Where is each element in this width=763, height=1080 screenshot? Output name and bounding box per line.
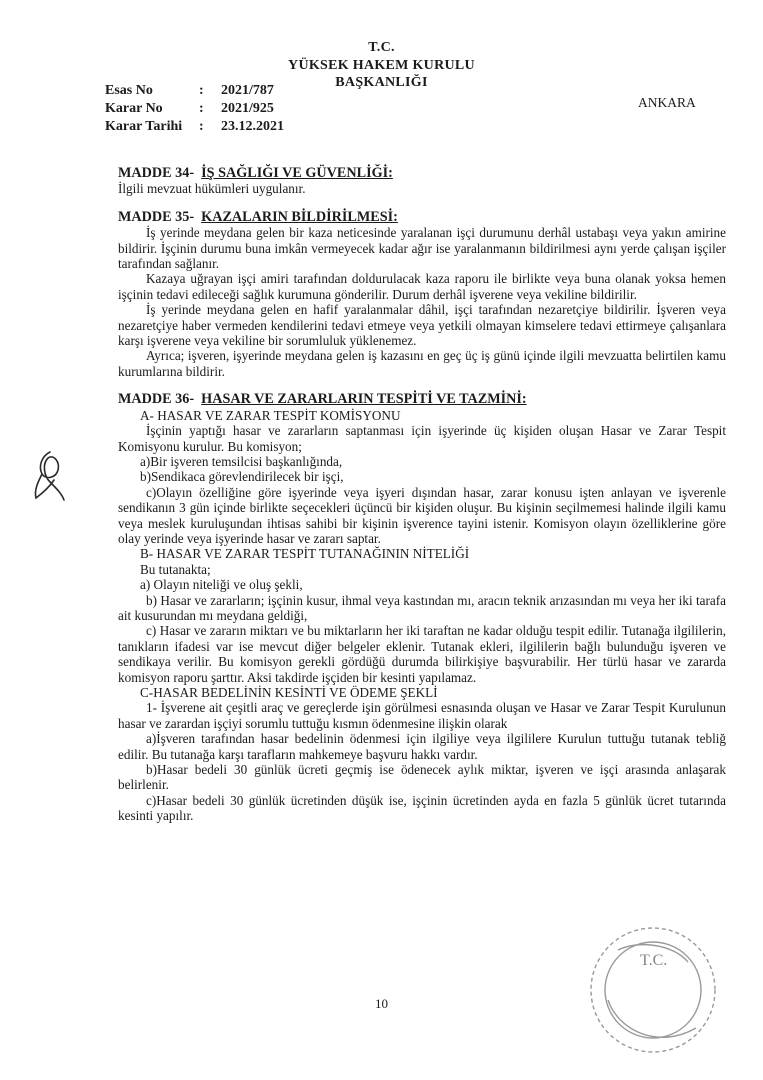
karar-sep: : xyxy=(199,101,204,116)
article-36-number: MADDE 36- xyxy=(118,391,195,408)
page-number: 10 xyxy=(375,996,388,1011)
section-c-heading: C-HASAR BEDELİNİN KESİNTİ VE ÖDEME ŞEKLİ xyxy=(140,685,438,700)
tarih-value: 23.12.2021 xyxy=(221,119,284,134)
section-a-item: b)Sendikaca görevlendirilecek bir işçi, xyxy=(140,469,344,485)
header-presidency: BAŞKANLIĞI xyxy=(335,75,428,90)
document-body xyxy=(118,162,726,824)
article-35-number: MADDE 35- xyxy=(118,208,195,225)
section-c-item: a)İşveren tarafından hasar bedelinin ödenmesi için ilgiliye veya ilgililere Kurulun tuttuğu tutanak tebliğ edilir. Bu tutanağa karşı tarafların mahkemeye başvuru hakkı vardır. xyxy=(118,731,726,762)
section-a-paragraph: İşçinin yaptığı hasar ve zararların saptanması için işyerinde üç kişiden oluşan Hasar ve Zarar Tespit Komisyonu kurulur. Bu komisyon; xyxy=(118,423,726,454)
article-35-paragraph: Ayrıca; işveren, işyerinde meydana gelen iş kazasını en geç üç iş günü içinde ilgili mevzuatta belirtilen kamu kurumlarına bildirir. xyxy=(118,348,726,379)
esas-value: 2021/787 xyxy=(221,83,274,98)
article-34-number: MADDE 34- xyxy=(118,165,195,181)
article-35-paragraph: İş yerinde meydana gelen en hafif yaralanmalar dâhil, işçi tarafından nezaretçiye bildirilir. İşveren veya nezaretçiye haber vermeden kendilerini tedavi etmeye veya yetkili olmayan kimselere tedavi ettirmeye çalışanlara karşı işverene veya vekiline bir sorumluluk yüklenemez. xyxy=(118,302,726,349)
esas-label: Esas No xyxy=(105,83,153,98)
article-36-title: HASAR VE ZARARLARIN TESPİTİ VE TAZMİNİ: xyxy=(201,391,527,408)
article-36-heading xyxy=(118,392,726,407)
section-b-item: c) Hasar ve zararın miktarı ve bu miktarların her iki taraftan ne kadar olduğu tespit edilir. Tutanağa ilgililerin, tanıkların ifadesi var ise mevcut diğer belgeler eklenir. Tutanak ekleri, ilgililerin bağlı bulunduğu işveren ve sendikaya verilir. Bu komisyon gerekli gördüğü durumda bilirkişiye başvurabilir. Her türlü hasar ve zararda komisyon raporu şarttır. Aksi takdirde işçiden bir kesinti yapılamaz. xyxy=(118,623,726,685)
section-a-heading: A- HASAR VE ZARAR TESPİT KOMİSYONU xyxy=(140,407,401,423)
article-35-paragraph: İş yerinde meydana gelen bir kaza neticesinde yaralanan işçi durumunu derhâl ustabaşı veya yakın amirine bildirir. İşçinin durumu buna imkân vermeyecek kadar ağır ise yaralanmanın bildirilmesi aynı yerde çalışan işçiler tarafından sağlanır. xyxy=(118,225,726,272)
section-b-item: b) Hasar ve zararların; işçinin kusur, ihmal veya kastından mı, aracın teknik arızasından mı veya her iki tarafa ait kusurundan mı meydana geldiği, xyxy=(118,592,726,623)
section-a-item: a)Bir işveren temsilcisi başkanlığında, xyxy=(140,453,343,469)
section-b-item: a) Olayın niteliği ve oluş şekli, xyxy=(140,577,303,593)
tarih-label: Karar Tarihi xyxy=(105,119,183,134)
section-b-intro: Bu tutanakta; xyxy=(140,561,211,577)
article-35-title: KAZALARIN BİLDİRİLMESİ: xyxy=(201,208,398,225)
article-34-title: İŞ SAĞLIĞI VE GÜVENLİĞİ: xyxy=(201,165,393,181)
section-c-item: 1- İşverene ait çeşitli araç ve gereçlerde işin görülmesi esnasında oluşan ve Hasar ve Zarar Tespit Kurulunun hasar ve zarardan işçiyi sorumlu tuttuğu kısmın ödenmesine ilişkin olarak xyxy=(118,700,726,731)
article-35-heading xyxy=(118,210,726,225)
section-a-item: c)Olayın özelliğine göre işyerinde veya işyeri dışından hasar, zarar konusu işten anlayan ve işverenle sendikanın 3 gün içinde birlikte seçecekleri üçüncü bir kişiden oluşur. Bu kişinin seçilmemesi halinde ilgili kamu veya meslek kuruluşundan ihtisas sahibi bir kişinin işverence tayini istenir. Komisyon olayın özelliklerine göre olay yerinde veya işyerinde hasar ve zararı saptar. xyxy=(118,484,726,546)
official-seal-stamp xyxy=(578,910,718,1070)
section-c-item: c)Hasar bedeli 30 günlük ücretinden düşük ise, işçinin ücretinden ayda en fazla 5 günlük ücret tutarında kesinti yapılır. xyxy=(118,792,726,824)
header-institution: YÜKSEK HAKEM KURULU xyxy=(288,58,475,73)
handwritten-initial xyxy=(28,448,74,504)
section-b-heading: B- HASAR VE ZARAR TESPİT TUTANAĞININ NİTELİĞİ xyxy=(140,546,470,562)
case-meta xyxy=(105,82,284,136)
section-c-item: b)Hasar bedeli 30 günlük ücreti geçmiş ise ödenecek aylık miktar, işveren ve işçi arasında anlaşarak belirlenir. xyxy=(118,762,726,793)
article-34-text: İlgili mevzuat hükümleri uygulanır. xyxy=(118,181,306,197)
tarih-row xyxy=(105,118,284,136)
esas-row xyxy=(105,82,284,100)
karar-value: 2021/925 xyxy=(221,101,274,116)
stamp-text: T.C. xyxy=(640,952,668,969)
article-34-heading xyxy=(118,166,726,181)
tarih-sep: : xyxy=(199,119,204,134)
header-tc: T.C. xyxy=(368,40,395,55)
esas-sep: : xyxy=(199,83,204,98)
article-35-paragraph: Kazaya uğrayan işçi amiri tarafından doldurulacak kaza raporu ile birlikte veya buna olanak yoksa hemen işçinin tedavi edileceği sağlık kurumuna gönderilir. Durum derhâl işverene veya vekiline bildirilir. xyxy=(118,271,726,302)
karar-row xyxy=(105,100,284,118)
city-label: ANKARA xyxy=(638,95,696,110)
karar-label: Karar No xyxy=(105,101,163,116)
